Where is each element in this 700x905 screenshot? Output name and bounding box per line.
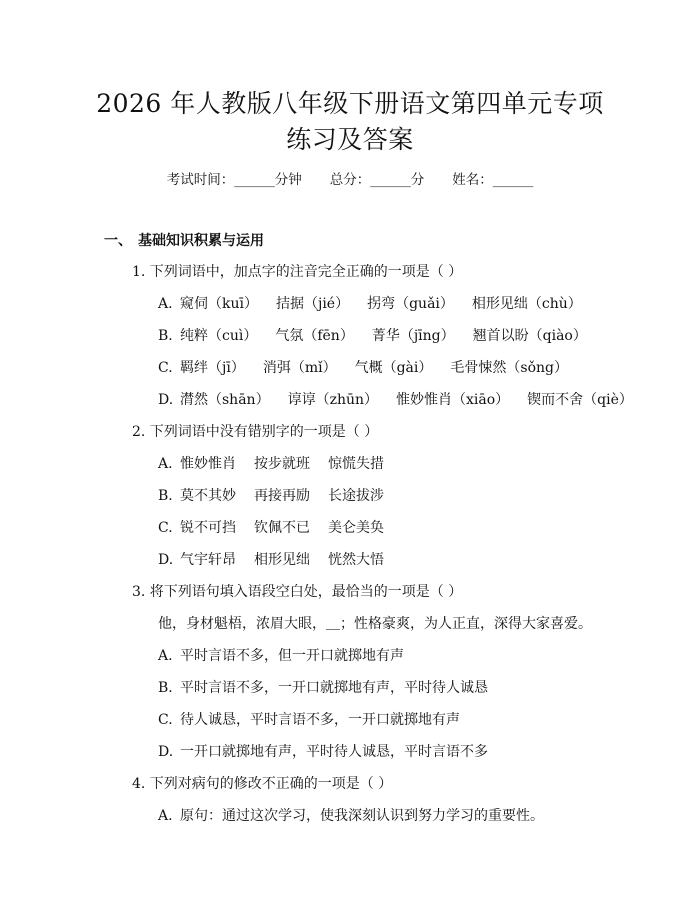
- option-text: 平时言语不多，但一开口就掷地有声: [180, 648, 404, 664]
- option-word: 恍然大悟: [328, 552, 384, 568]
- option-word: 羁绊（jī）: [180, 360, 245, 376]
- option-key: B.: [158, 328, 173, 344]
- option-word: 惟妙惟肖: [180, 456, 236, 472]
- question-3-option-d: [158, 741, 488, 761]
- question-1-stem: 1. 下列词语中，加点字的注音完全正确的一项是（ ）: [132, 264, 463, 280]
- option-word: 潸然（shān）: [180, 392, 270, 408]
- option-key: A.: [158, 456, 173, 472]
- question-3-stem: 3. 将下列语句填入语段空白处，最恰当的一项是（ ）: [132, 584, 463, 600]
- option-word: 拮据（jié）: [275, 296, 350, 312]
- option-word: 气概（gài）: [354, 360, 433, 376]
- option-key: D.: [158, 552, 174, 568]
- question-1-option-d: [158, 389, 633, 409]
- exam-info-line: [0, 168, 700, 188]
- option-word: 窥伺（kuī）: [180, 296, 258, 312]
- option-word: 菁华（jīng）: [371, 328, 455, 344]
- question-2-option-b: [158, 485, 402, 505]
- option-text: 平时言语不多，一开口就掷地有声，平时待人诚恳: [180, 680, 488, 696]
- option-key: C.: [158, 712, 173, 728]
- total-score-field: 总分：______分: [329, 172, 425, 188]
- option-key: B.: [158, 488, 173, 504]
- option-word: 拐弯（guǎi）: [367, 296, 454, 312]
- student-name-field: 姓名：______: [452, 172, 534, 188]
- question-4-stem: 4. 下列对病句的修改不正确的一项是（ ）: [132, 776, 393, 792]
- option-key: C.: [158, 360, 173, 376]
- option-word: 惟妙惟肖（xiāo）: [396, 392, 510, 408]
- option-word: 长途拔涉: [328, 488, 384, 504]
- option-key: A.: [158, 296, 173, 312]
- question-3-passage: 他，身材魁梧，浓眉大眼，＿；性格豪爽，为人正直，深得大家喜爱。: [158, 616, 592, 632]
- question-3-option-a: [158, 645, 404, 665]
- option-key: B.: [158, 680, 173, 696]
- option-word: 再接再励: [254, 488, 310, 504]
- option-word: 气宇轩昂: [180, 552, 236, 568]
- section-number: 一、: [104, 233, 132, 249]
- option-word: 消弭（mǐ）: [262, 360, 337, 376]
- question-3-option-c: [158, 709, 460, 729]
- question-2-option-d: [158, 549, 402, 569]
- exam-time-field: 考试时间：______分钟: [166, 172, 302, 188]
- option-text: 原句：通过这次学习，使我深刻认识到努力学习的重要性。: [180, 808, 544, 824]
- document-title-line1: 2026 年人教版八年级下册语文第四单元专项: [96, 89, 604, 118]
- option-key: C.: [158, 520, 173, 536]
- document-title-line2: 练习及答案: [286, 125, 414, 154]
- option-word: 按步就班: [254, 456, 310, 472]
- section-title: 基础知识积累与运用: [138, 233, 264, 249]
- option-word: 气氛（fēn）: [275, 328, 354, 344]
- option-text: 一开口就掷地有声，平时待人诚恳，平时言语不多: [180, 744, 488, 760]
- option-word: 毛骨悚然（sǒng）: [450, 360, 568, 376]
- section-heading: [104, 230, 264, 250]
- option-key: D.: [158, 392, 174, 408]
- question-1-option-a: [158, 293, 600, 313]
- option-key: A.: [158, 808, 173, 824]
- option-word: 钦佩不已: [254, 520, 310, 536]
- option-text: 待人诚恳，平时言语不多，一开口就掷地有声: [180, 712, 460, 728]
- option-word: 惊慌失措: [328, 456, 384, 472]
- question-1-option-c: [158, 357, 586, 377]
- question-2-option-c: [158, 517, 402, 537]
- option-word: 纯粹（cuì）: [180, 328, 258, 344]
- option-word: 莫不其妙: [180, 488, 236, 504]
- option-word: 翘首以盼（qiào）: [472, 328, 587, 344]
- question-2-option-a: [158, 453, 402, 473]
- option-word: 锐不可挡: [180, 520, 236, 536]
- option-word: 谆谆（zhūn）: [287, 392, 379, 408]
- question-1-option-b: [158, 325, 605, 345]
- question-2-stem: 2. 下列词语中没有错别字的一项是（ ）: [132, 424, 379, 440]
- option-key: D.: [158, 744, 174, 760]
- question-4-option-a: [158, 805, 544, 825]
- option-word: 相形见绌: [254, 552, 310, 568]
- option-word: 美仑美奂: [328, 520, 384, 536]
- option-word: 锲而不舍（qiè）: [527, 392, 633, 408]
- option-word: 相形见绌（chù）: [471, 296, 582, 312]
- question-3-option-b: [158, 677, 488, 697]
- option-key: A.: [158, 648, 173, 664]
